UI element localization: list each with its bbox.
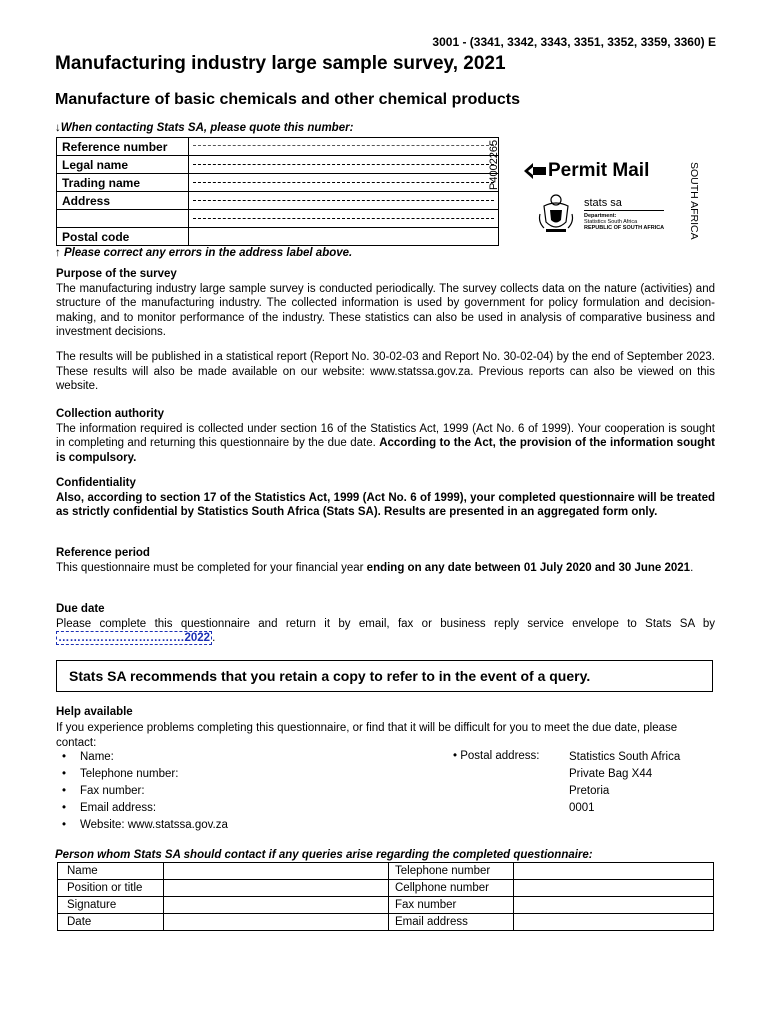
help-heading: Help available (56, 706, 133, 718)
bullet-icon: • (62, 785, 67, 797)
retain-copy-notice: Stats SA recommends that you retain a copy to refer to in the event of a query. (69, 668, 591, 684)
coat-of-arms-icon (536, 192, 576, 239)
form-code: 3001 - (3341, 3342, 3343, 3351, 3352, 3359, 3360) E (432, 35, 716, 49)
table-row (58, 880, 714, 897)
stats-sa-logo: stats sa (584, 197, 622, 209)
cellphone-label: Cellphone number (389, 880, 514, 897)
correct-errors-note: ↑ Please correct any errors in the address label above. (55, 247, 353, 259)
p-number: P4002265 (488, 139, 500, 190)
name-label: Name (58, 863, 164, 880)
bullet-icon: • (62, 802, 67, 814)
table-row (57, 210, 499, 228)
list-item: • Email address: (62, 802, 157, 814)
arrow-down-icon: ↓ (55, 122, 61, 134)
results-section (56, 350, 715, 394)
due-date-field[interactable]: ……………………………2022 (58, 632, 211, 644)
page-title: Manufacturing industry large sample survey, 2021 (55, 53, 506, 74)
collection-text: The information required is collected under section 16 of the Statistics Act, 1999 (Act No. 6 of 1999). Your cooperation is sought in completing and returning this questionnaire by the due date. (56, 422, 715, 449)
address-table (56, 137, 499, 246)
signature-label: Signature (58, 897, 164, 914)
address-label: Address (57, 192, 189, 210)
address-field-2[interactable] (189, 210, 499, 228)
trading-name-label: Trading name (57, 174, 189, 192)
confidentiality-section (56, 476, 715, 520)
reference-period-heading: Reference period (56, 547, 150, 559)
bullet-icon: • (62, 768, 67, 780)
permit-mail-title: Permit Mail (548, 160, 650, 181)
purpose-section (56, 267, 715, 340)
postal-code-label: Postal code (57, 228, 189, 246)
confidentiality-text: Also, according to section 17 of the Statistics Act, 1999 (Act No. 6 of 1999), your completed questionnaire will be treated as strictly confidential by Statistics South Africa (Stats SA). Results are presented in an aggregated form only. (56, 491, 715, 518)
date-label: Date (58, 914, 164, 931)
list-item: • Telephone number: (62, 768, 179, 780)
email-label: Email address (389, 914, 514, 931)
fax-label: Fax number (389, 897, 514, 914)
logo-divider (584, 210, 664, 211)
postal-line: Statistics South Africa (569, 751, 681, 763)
collection-heading: Collection authority (56, 408, 164, 420)
table-row (57, 138, 499, 156)
collection-section (56, 407, 715, 465)
bullet-icon: • (453, 750, 461, 762)
page-subtitle: Manufacture of basic chemicals and other chemical products (55, 91, 521, 108)
reference-number-label: Reference number (57, 138, 189, 156)
quote-instruction: ↓When contacting Stats SA, please quote this number: (55, 122, 354, 134)
table-row (57, 228, 499, 246)
department-text: Department: Statistics South Africa REPUBLIC OF SOUTH AFRICA (584, 213, 665, 231)
date-field[interactable] (164, 914, 389, 931)
position-label: Position or title (58, 880, 164, 897)
reference-period-section: Reference period This questionnaire must be completed for your financial year ending on any date between 01 July 2020 and 30 June 2021. (56, 546, 715, 575)
postal-code-field[interactable] (189, 228, 499, 246)
contact-table (57, 862, 714, 931)
position-field[interactable] (164, 880, 389, 897)
purpose-heading: Purpose of the survey (56, 268, 177, 280)
legal-name-field[interactable] (189, 156, 499, 174)
postal-address (569, 750, 680, 818)
arrow-up-icon: ↑ (55, 247, 64, 259)
postal-address-label: • Postal address: (453, 750, 540, 762)
table-row (58, 914, 714, 931)
south-africa-label: SOUTH AFRICA (688, 162, 700, 240)
reference-period-dates: ending on any date between 01 July 2020 and 30 June 2021 (366, 561, 691, 574)
compulsory-text: According to the Act, the provision of the information sought is compulsory. (56, 437, 715, 464)
bullet-icon: • (62, 751, 67, 763)
address-continued-label (57, 210, 189, 228)
email-field[interactable] (514, 914, 714, 931)
trading-name-field[interactable] (189, 174, 499, 192)
bullet-icon: • (62, 819, 67, 831)
table-row (58, 897, 714, 914)
postal-line: 0001 (569, 802, 595, 814)
name-field[interactable] (164, 863, 389, 880)
reference-number-field[interactable] (189, 138, 499, 156)
signature-field[interactable] (164, 897, 389, 914)
reference-period-text: This questionnaire must be completed for your financial year (56, 561, 364, 574)
results-text: The results will be published in a statistical report (Report No. 30-02-03 and Report No. 30-02-04) by the end of September 2023. These results will also be made available on our website: www.statssa.gov.za. Previous reports can also be viewed on this website. (56, 351, 715, 392)
telephone-label: Telephone number (389, 863, 514, 880)
contact-heading: Person whom Stats SA should contact if any queries arise regarding the completed questionnaire: (55, 849, 593, 861)
cellphone-field[interactable] (514, 880, 714, 897)
due-date-section: Due date Please complete this questionnaire and return it by email, fax or business reply service envelope to Stats SA by ……………………………2022 . (56, 603, 715, 644)
permit-arrow-icon (524, 163, 546, 184)
postal-line: Pretoria (569, 785, 610, 797)
telephone-field[interactable] (514, 863, 714, 880)
help-contact-list (62, 750, 228, 835)
table-row (57, 192, 499, 210)
table-row (58, 863, 714, 880)
fax-field[interactable] (514, 897, 714, 914)
confidentiality-heading: Confidentiality (56, 477, 136, 489)
due-date-heading: Due date (56, 603, 105, 615)
table-row (57, 156, 499, 174)
table-row (57, 174, 499, 192)
purpose-text: The manufacturing industry large sample survey is conducted periodically. The survey collects data on the nature (activities) and structure of the manufacturing industry. The collected information is used by government for policy formulation and decision-making, and to monitor performance of the industry. These statistics can also be used in analysis of comparative business and investment decisions. (56, 282, 715, 338)
list-item: • Website: www.statssa.gov.za (62, 819, 228, 831)
help-text: If you experience problems completing this questionnaire, or find that it will be difficult for you to meet the due date, please contact: (56, 722, 678, 749)
postal-line: Private Bag X44 (569, 768, 653, 780)
address-field-1[interactable] (189, 192, 499, 210)
list-item: • Fax number: (62, 785, 145, 797)
list-item: • Name: (62, 751, 114, 763)
legal-name-label: Legal name (57, 156, 189, 174)
due-date-text: Please complete this questionnaire and return it by email, fax or business reply service envelope to Stats SA by (56, 617, 715, 630)
